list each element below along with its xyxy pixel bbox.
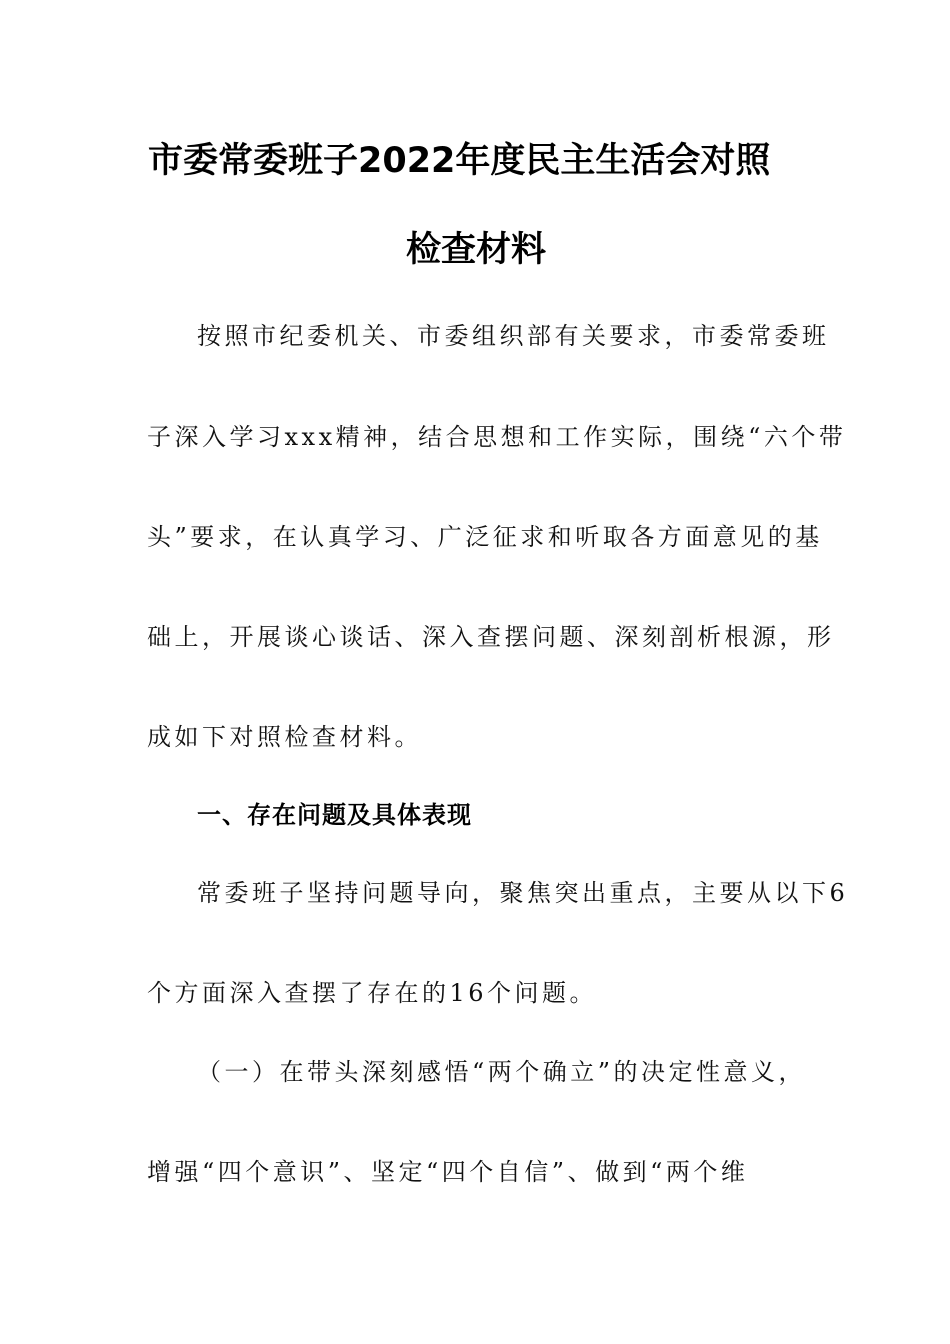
document-title-line-2: 检查材料 xyxy=(406,230,547,270)
document-title-line-1: 市委常委班子2022年度民主生活会对照 xyxy=(148,141,771,181)
paragraph-3-line-1: （一）在带头深刻感悟“两个确立”的决定性意义， xyxy=(197,1058,807,1086)
paragraph-1-line-2: 子深入学习xxx精神，结合思想和工作实际，围绕“六个带 xyxy=(147,423,847,451)
paragraph-3-line-2: 增强“四个意识”、坚定“四个自信”、做到“两个维 xyxy=(147,1158,749,1186)
paragraph-1-line-3: 头”要求，在认真学习、广泛征求和听取各方面意见的基 xyxy=(147,523,823,551)
paragraph-2-line-2: 个方面深入查摆了存在的16个问题。 xyxy=(147,979,598,1007)
paragraph-1-line-5: 成如下对照检查材料。 xyxy=(147,723,422,751)
paragraph-1-line-1: 按照市纪委机关、市委组织部有关要求，市委常委班 xyxy=(197,322,830,350)
section-1-heading: 一、存在问题及具体表现 xyxy=(197,801,472,829)
paragraph-1-line-4: 础上，开展谈心谈话、深入查摆问题、深刻剖析根源，形 xyxy=(147,623,835,651)
paragraph-2-line-1: 常委班子坚持问题导向，聚焦突出重点，主要从以下6 xyxy=(197,879,849,907)
